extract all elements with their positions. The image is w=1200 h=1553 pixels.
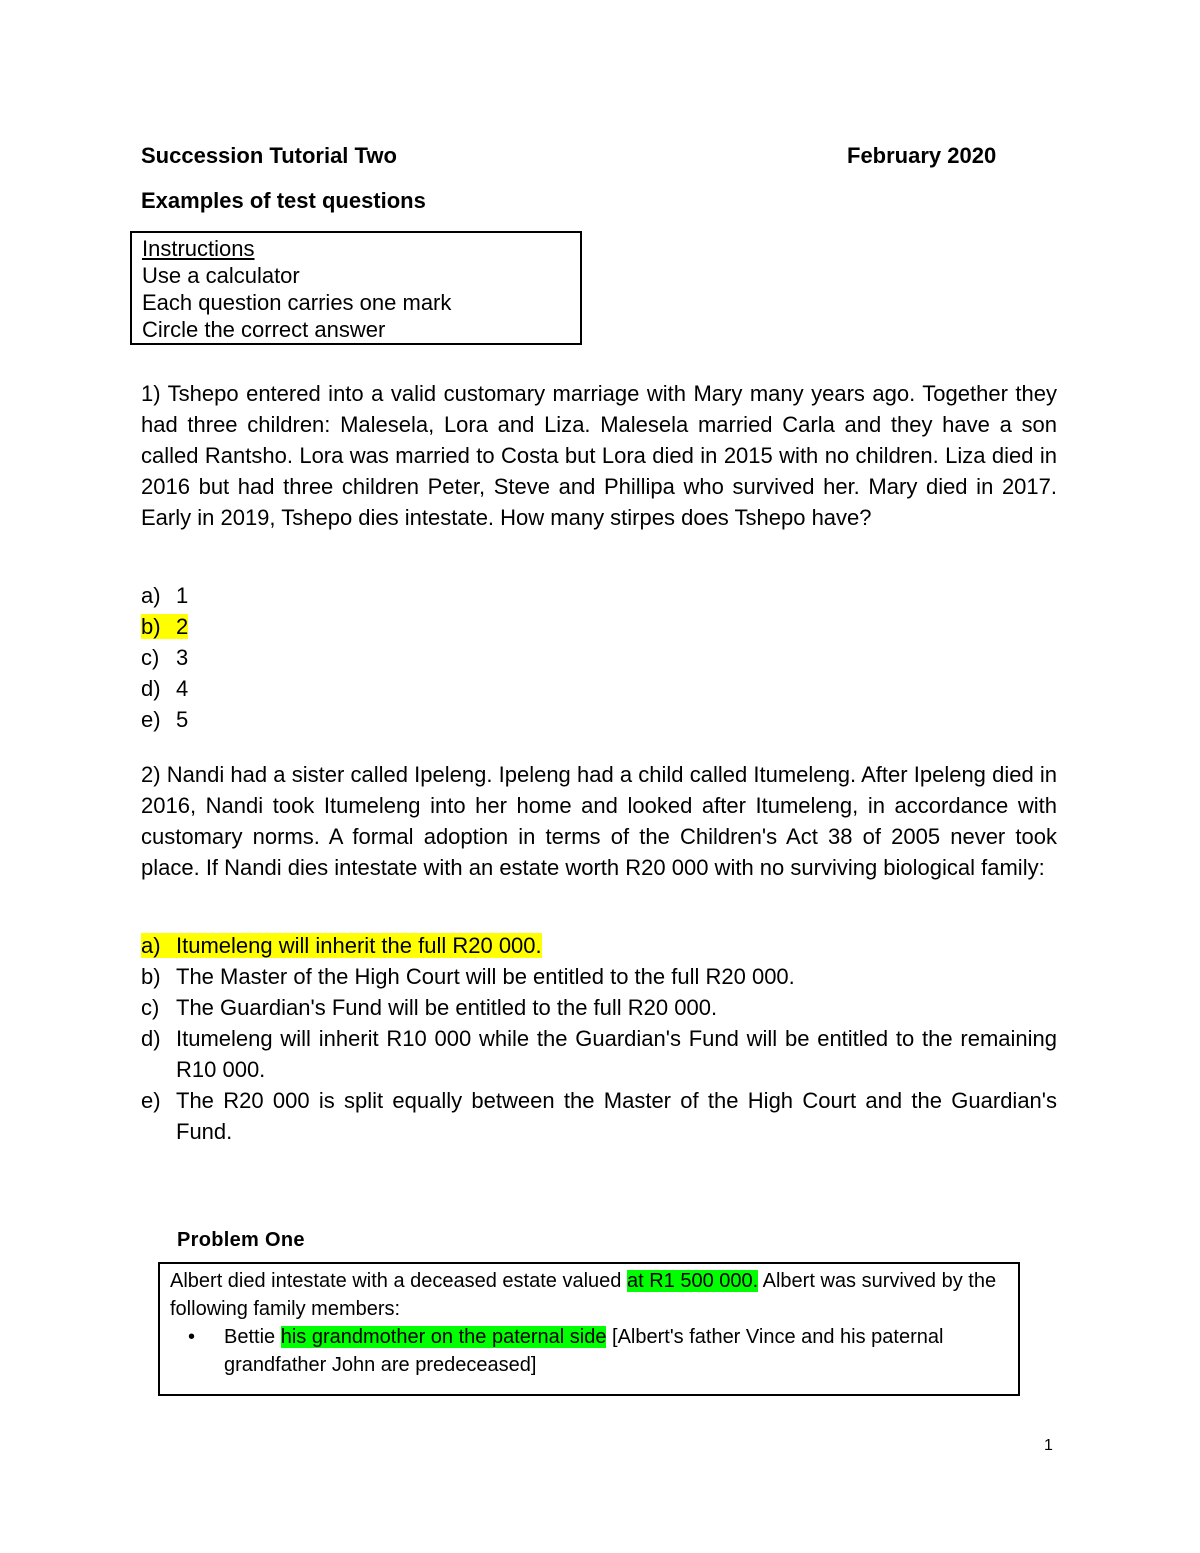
document-date: February 2020 (847, 143, 997, 168)
instruction-line: Each question carries one mark (142, 290, 452, 315)
instructions-title: Instructions (142, 236, 255, 261)
option-text: Itumeleng will inherit R10 000 while the Guardian's Fund will be entitled to the remaining R10 000. (176, 1026, 1057, 1082)
page-number: 1 (1044, 1437, 1053, 1454)
q2-option-e[interactable] (141, 1085, 1057, 1147)
answer-highlight (141, 614, 188, 639)
option-text: The Guardian's Fund will be entitled to the full R20 000. (176, 995, 718, 1020)
option-letter: a) (141, 583, 161, 608)
q2-option-b[interactable] (141, 961, 1057, 992)
q2-option-d[interactable] (141, 1023, 1057, 1085)
intro-text: Albert died intestate with a deceased estate valued (170, 1270, 627, 1292)
question-2-text: 2) Nandi had a sister called Ipeleng. Ipeleng had a child called Itumeleng. After Ipeleng died in 2016, Nandi took Itumeleng into her home and looked after Itumeleng, in accordance with customary norms. A formal adoption in terms of the Children's Act 38 of 2005 never took place. If Nandi dies intestate with an estate worth R20 000 with no surviving biological family: (141, 762, 1057, 880)
q1-option-e[interactable] (141, 704, 188, 735)
bullet-icon: • (188, 1326, 196, 1348)
instruction-line: Circle the correct answer (142, 317, 386, 342)
problem-one-title: Problem One (177, 1229, 305, 1251)
question-1-text: 1) Tshepo entered into a valid customary marriage with Mary many years ago. Together they had three children: Malesela, Lora and Liza. Malesela married Carla and they have a son called Rantsho. Lora was married to Costa but Lora died in 2015 with no children. Liza died in 2016 but had three children Peter, Steve and Phillipa who survived her. Mary died in 2017. Early in 2019, Tshepo dies intestate. How many stirpes does Tshepo have? (141, 381, 1057, 530)
option-letter: b) (141, 964, 161, 989)
option-text: The Master of the High Court will be entitled to the full R20 000. (176, 964, 795, 989)
relation-highlight: his grandmother on the paternal side (280, 1326, 607, 1348)
option-letter: d) (141, 1026, 161, 1051)
option-letter: d) (141, 676, 161, 701)
option-text: 3 (176, 645, 189, 670)
option-letter: e) (141, 707, 161, 732)
option-text: 1 (176, 583, 189, 608)
option-letter: a) (141, 933, 161, 958)
option-text: Itumeleng will inherit the full R20 000. (176, 933, 542, 958)
q2-option-a-correct[interactable] (141, 930, 1057, 961)
q1-option-a[interactable] (141, 580, 188, 611)
q2-option-c[interactable] (141, 992, 1057, 1023)
instructions-box (130, 231, 582, 345)
option-text: 5 (176, 707, 189, 732)
q1-option-c[interactable] (141, 642, 188, 673)
option-letter: c) (141, 645, 160, 670)
q1-option-d[interactable] (141, 673, 188, 704)
member-name: Bettie (224, 1326, 281, 1348)
estate-value-highlight: at R1 500 000. (626, 1270, 759, 1292)
intro-text-cont: Albert was survived by the following family members: (170, 1270, 997, 1320)
q1-option-b-correct[interactable] (141, 611, 188, 642)
option-letter: e) (141, 1088, 161, 1113)
option-text: 2 (176, 614, 189, 639)
instruction-line: Use a calculator (142, 263, 300, 288)
document-subtitle: Examples of test questions (141, 188, 426, 213)
option-letter: b) (141, 614, 161, 639)
problem-one-box (158, 1262, 1020, 1396)
family-member-item (170, 1323, 1008, 1379)
document-title: Succession Tutorial Two (141, 143, 397, 168)
option-text: The R20 000 is split equally between the Master of the High Court and the Guardian's Fund. (176, 1088, 1057, 1144)
option-letter: c) (141, 995, 160, 1020)
member-note: [Albert's father Vince and his paternal grandfather John are predeceased] (224, 1326, 944, 1376)
problem-one-intro (170, 1267, 1008, 1323)
option-text: 4 (176, 676, 189, 701)
answer-highlight (141, 933, 542, 958)
